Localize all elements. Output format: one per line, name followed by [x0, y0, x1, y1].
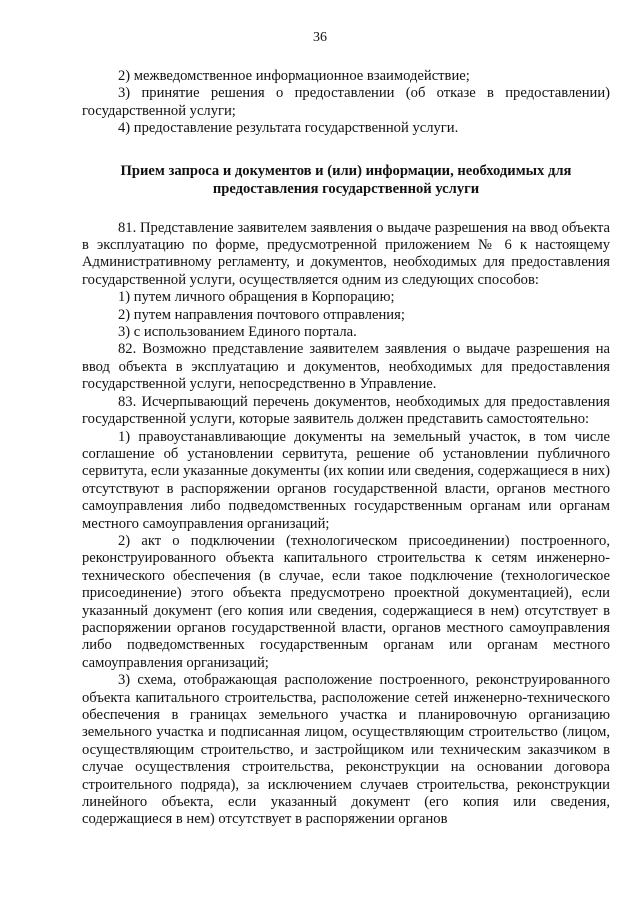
- section-heading: Прием запроса и документов и (или) информации, необходимых для предоставления государственной услуги: [120, 162, 572, 197]
- paragraph-81: 81. Представление заявителем заявления о выдаче разрешения на ввод объекта в эксплуатацию по форме, предусмотренной приложением № 6 к настоящему Административному регламенту, и документов, необходимых для предоставления государственной услуги, осуществляется одним из следующих способов:: [82, 219, 610, 288]
- list-item: 1) правоустанавливающие документы на земельный участок, в том числе соглашение об установлении сервитута, решение об установлении публичного сервитута, если указанные документы (их копии или сведения, содержащиеся в них) отсутствуют в распоряжении органов государственной власти, органов местного самоуправления либо подведомственных государственным органам или органам местного самоуправления организаций;: [82, 428, 610, 532]
- list-item: 2) путем направления почтового отправления;: [118, 306, 405, 323]
- paragraph-83: 83. Исчерпывающий перечень документов, необходимых для предоставления государственной услуги, которые заявитель должен представить самостоятельно:: [82, 393, 610, 428]
- paragraph-82: 82. Возможно представление заявителем заявления о выдаче разрешения на ввод объекта в эксплуатацию и документов, необходимых для предоставления государственной услуги, непосредственно в Управление.: [82, 341, 610, 393]
- page-number: 36: [313, 30, 327, 45]
- document-body: [82, 68, 610, 829]
- list-item: 3) принятие решения о предоставлении (об отказе в предоставлении) государственной услуги;: [82, 85, 610, 119]
- list-item: 1) путем личного обращения в Корпорацию;: [118, 289, 395, 306]
- list-item: 2) акт о подключении (технологическом присоединении) построенного, реконструированного объекта капитального строительства к сетям инженерно-технического обеспечения (в случае, если такое подключение (технологическое присоединение) этого объекта предусмотрено проектной документацией), если указанный документ (его копия или сведения, содержащиеся в нем) отсутствует в распоряжении органов государственной власти, органов местного самоуправления либо подведомственных государственным органам или органам местного самоуправления организаций;: [82, 532, 610, 671]
- list-item: 4) предоставление результата государственной услуги.: [118, 120, 459, 137]
- list-item: 3) схема, отображающая расположение построенного, реконструированного объекта капитального строительства, расположение сетей инженерно-технического обеспечения в границах земельного участка и планировочную организацию земельного участка и подписанная лицом, осуществляющим строительство (лицом, осуществляющим строительство, и застройщиком или техническим заказчиком в случае осуществления строительства, реконструкции на основании договора строительного подряда), за исключением случаев строительства, реконструкции линейного объекта, если указанный документ (его копия или сведения, содержащиеся в нем) отсутствует в распоряжении органов: [82, 672, 610, 828]
- list-item: 3) с использованием Единого портала.: [118, 324, 357, 341]
- list-item: 2) межведомственное информационное взаимодействие;: [118, 68, 470, 84]
